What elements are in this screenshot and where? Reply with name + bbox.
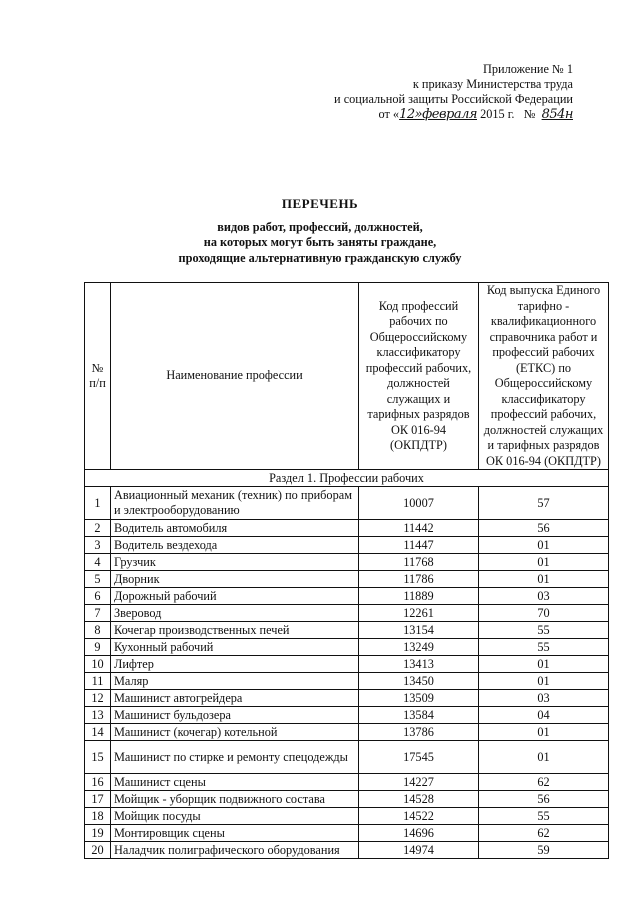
row-etks-code: 01 (479, 554, 609, 571)
row-number: 13 (85, 707, 111, 724)
table-row (85, 487, 609, 520)
table-row (85, 622, 609, 639)
document-title-block (0, 196, 640, 266)
table-row (85, 741, 609, 774)
table-row (85, 554, 609, 571)
table-row (85, 808, 609, 825)
row-okpdtr-code: 14528 (359, 791, 479, 808)
row-etks-code: 70 (479, 605, 609, 622)
header-number: № п/п (85, 283, 111, 470)
row-profession-name: Монтировщик сцены (111, 825, 359, 842)
row-okpdtr-code: 12261 (359, 605, 479, 622)
row-etks-code: 01 (479, 656, 609, 673)
row-profession-name: Наладчик полиграфического оборудования (111, 842, 359, 859)
row-okpdtr-code: 13413 (359, 656, 479, 673)
appendix-header (243, 62, 573, 122)
row-etks-code: 55 (479, 808, 609, 825)
row-profession-name: Грузчик (111, 554, 359, 571)
row-profession-name: Маляр (111, 673, 359, 690)
row-etks-code: 55 (479, 639, 609, 656)
row-number: 20 (85, 842, 111, 859)
document-subtitle-line-3: проходящие альтернативную гражданскую службу (178, 250, 462, 265)
row-profession-name: Лифтер (111, 656, 359, 673)
row-etks-code: 59 (479, 842, 609, 859)
row-etks-code: 55 (479, 622, 609, 639)
document-subtitle-line-2: на которых могут быть заняты граждане, (203, 235, 437, 249)
appendix-ministry: и социальной защиты Российской Федерации (334, 92, 573, 106)
row-number: 12 (85, 690, 111, 707)
row-number: 4 (85, 554, 111, 571)
appendix-order-ref: к приказу Министерства труда (412, 77, 573, 91)
row-okpdtr-code: 14974 (359, 842, 479, 859)
row-etks-code: 01 (479, 673, 609, 690)
table-row (85, 842, 609, 859)
row-etks-code: 56 (479, 520, 609, 537)
row-number: 19 (85, 825, 111, 842)
row-etks-code: 01 (479, 741, 609, 774)
row-profession-name: Кочегар производственных печей (111, 622, 359, 639)
handwritten-day: 12» (399, 107, 423, 122)
table-row (85, 588, 609, 605)
row-profession-name: Водитель автомобиля (111, 520, 359, 537)
section-row (85, 470, 609, 487)
row-etks-code: 01 (479, 571, 609, 588)
date-year: 2015 г. (480, 107, 515, 121)
table-row (85, 791, 609, 808)
document-subtitle-line-1: видов работ, профессий, должностей, (217, 219, 423, 234)
row-profession-name: Водитель вездехода (111, 537, 359, 554)
row-okpdtr-code: 14522 (359, 808, 479, 825)
row-number: 10 (85, 656, 111, 673)
row-number: 2 (85, 520, 111, 537)
header-okpdtr-code: Код профессий рабочих по Общероссийскому классификатору профессий рабочих, должностей служащих и тарифных разрядов ОК 016-94 (ОКПДТР) (359, 283, 479, 470)
row-okpdtr-code: 13154 (359, 622, 479, 639)
row-okpdtr-code: 13584 (359, 707, 479, 724)
row-number: 14 (85, 724, 111, 741)
table-row (85, 537, 609, 554)
header-etks-code: Код выпуска Единого тарифно - квалификационного справочника работ и профессий рабочих (ЕТКС) по Общероссийскому классификатору профессий рабочих, должностей служащих и тарифных разрядов ОК 016-94 (ОКПДТР) (479, 283, 609, 470)
row-number: 6 (85, 588, 111, 605)
professions-table (84, 282, 609, 859)
row-number: 3 (85, 537, 111, 554)
table-row (85, 673, 609, 690)
appendix-date-line (243, 107, 573, 122)
row-number: 8 (85, 622, 111, 639)
row-okpdtr-code: 10007 (359, 487, 479, 520)
row-etks-code: 03 (479, 690, 609, 707)
row-okpdtr-code: 11889 (359, 588, 479, 605)
row-profession-name: Дорожный рабочий (111, 588, 359, 605)
row-profession-name: Мойщик посуды (111, 808, 359, 825)
row-number: 15 (85, 741, 111, 774)
table-row (85, 605, 609, 622)
table-body (85, 470, 609, 859)
table-row (85, 690, 609, 707)
row-number: 5 (85, 571, 111, 588)
date-prefix: от « (378, 107, 400, 121)
row-okpdtr-code: 14227 (359, 774, 479, 791)
table-row (85, 724, 609, 741)
row-profession-name: Машинист автогрейдера (111, 690, 359, 707)
row-profession-name: Машинист бульдозера (111, 707, 359, 724)
row-okpdtr-code: 13786 (359, 724, 479, 741)
row-etks-code: 01 (479, 537, 609, 554)
appendix-title: Приложение № 1 (482, 62, 573, 76)
row-okpdtr-code: 13509 (359, 690, 479, 707)
row-etks-code: 57 (479, 487, 609, 520)
row-etks-code: 56 (479, 791, 609, 808)
row-profession-name: Мойщик - уборщик подвижного состава (111, 791, 359, 808)
table-row (85, 774, 609, 791)
table-row (85, 825, 609, 842)
row-okpdtr-code: 14696 (359, 825, 479, 842)
row-profession-name: Машинист (кочегар) котельной (111, 724, 359, 741)
row-number: 1 (85, 487, 111, 520)
row-number: 7 (85, 605, 111, 622)
table-row (85, 707, 609, 724)
row-etks-code: 62 (479, 774, 609, 791)
row-etks-code: 62 (479, 825, 609, 842)
row-number: 9 (85, 639, 111, 656)
row-number: 11 (85, 673, 111, 690)
handwritten-order-number: 854н (541, 107, 573, 122)
row-profession-name: Зверовод (111, 605, 359, 622)
row-okpdtr-code: 13450 (359, 673, 479, 690)
row-okpdtr-code: 13249 (359, 639, 479, 656)
row-etks-code: 04 (479, 707, 609, 724)
row-profession-name: Машинист по стирке и ремонту спецодежды (111, 741, 359, 774)
document-title: ПЕРЕЧЕНЬ (281, 196, 359, 211)
row-etks-code: 03 (479, 588, 609, 605)
section-title: Раздел 1. Профессии рабочих (85, 470, 609, 487)
row-profession-name: Авиационный механик (техник) по приборам и электрооборудованию (111, 487, 359, 520)
row-okpdtr-code: 17545 (359, 741, 479, 774)
row-number: 16 (85, 774, 111, 791)
row-etks-code: 01 (479, 724, 609, 741)
row-profession-name: Машинист сцены (111, 774, 359, 791)
table-row (85, 571, 609, 588)
order-number-label: № (523, 107, 536, 121)
table-header-row (85, 283, 609, 470)
row-okpdtr-code: 11442 (359, 520, 479, 537)
row-number: 17 (85, 791, 111, 808)
row-profession-name: Дворник (111, 571, 359, 588)
handwritten-month: февраля (422, 107, 477, 122)
row-number: 18 (85, 808, 111, 825)
table-row (85, 656, 609, 673)
table-row (85, 520, 609, 537)
row-okpdtr-code: 11447 (359, 537, 479, 554)
header-profession-name: Наименование профессии (111, 283, 359, 470)
row-profession-name: Кухонный рабочий (111, 639, 359, 656)
row-okpdtr-code: 11768 (359, 554, 479, 571)
row-okpdtr-code: 11786 (359, 571, 479, 588)
table-row (85, 639, 609, 656)
